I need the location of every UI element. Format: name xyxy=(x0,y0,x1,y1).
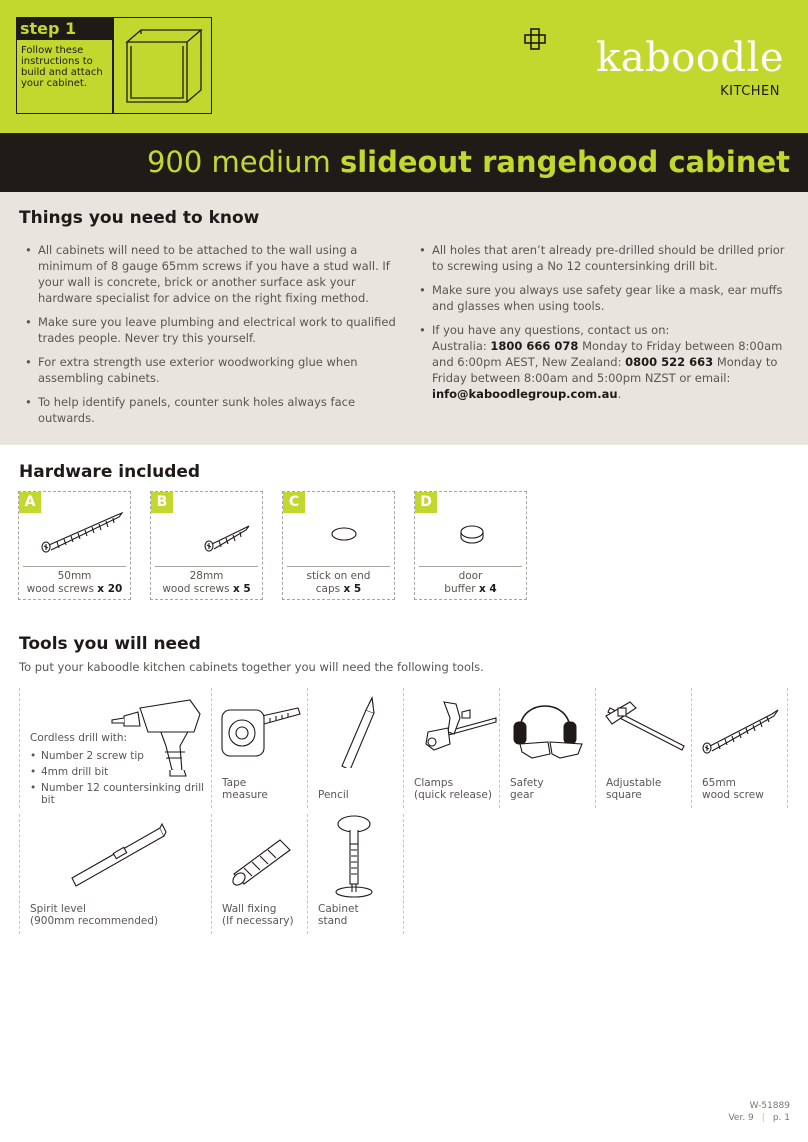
tool-name: Adjustable xyxy=(606,777,662,789)
hardware-caption xyxy=(151,570,262,596)
tool-caption xyxy=(222,777,268,801)
tool-cabinet-stand xyxy=(308,814,404,934)
tool-name: Clamps xyxy=(414,777,454,789)
hardware-size: door xyxy=(458,570,483,582)
tool-name-2: (900mm recommended) xyxy=(30,915,159,927)
nz-phone: 0800 522 663 xyxy=(625,355,714,369)
info-list-right xyxy=(413,242,793,410)
footer xyxy=(728,1100,790,1124)
contact-info xyxy=(413,322,793,402)
au-hours: Monday to Friday between 8:00am and 6:00pm AEST, New Zealand: xyxy=(432,339,783,369)
wood-screw-icon xyxy=(692,688,788,768)
hardware-qty: x 5 xyxy=(232,583,251,595)
step-instructions: Follow these instructions to build and attach your cabinet. xyxy=(21,45,103,89)
drill-requirements xyxy=(30,730,211,806)
hardware-size: 50mm xyxy=(57,570,92,582)
tool-drill xyxy=(19,688,212,808)
step-label: step 1 xyxy=(17,18,113,40)
hardware-item-b xyxy=(150,491,263,600)
contact-email[interactable]: info@kaboodlegroup.com.au xyxy=(432,387,618,401)
page-title xyxy=(147,143,790,181)
tool-caption xyxy=(510,777,544,801)
hardware-letter: D xyxy=(415,492,437,513)
tool-name: Wall fixing xyxy=(222,903,277,915)
logo-wordmark: kaboodle xyxy=(596,35,784,81)
tool-tape-measure xyxy=(212,688,308,808)
info-section xyxy=(0,192,808,445)
hardware-letter: A xyxy=(19,492,41,513)
square-icon xyxy=(596,688,692,768)
tool-caption xyxy=(414,777,492,801)
hardware-item-c xyxy=(282,491,395,600)
contact-intro: If you have any questions, contact us on: xyxy=(432,323,670,337)
nz-hours: Monday to Friday between 8:00am and 5:00pm NZST or email: xyxy=(432,355,778,385)
drill-item: • Number 2 screw tip xyxy=(30,750,211,762)
info-item: • To help identify panels, counter sunk holes always face outwards. xyxy=(19,394,404,426)
contact-end: . xyxy=(617,387,622,401)
divider xyxy=(419,566,522,567)
logo-plus-icon xyxy=(524,28,546,50)
tool-name-2: wood screw xyxy=(702,789,764,801)
hardware-size: stick on end xyxy=(306,570,371,582)
logo-subtitle: KITCHEN xyxy=(720,84,780,99)
au-phone: 1800 666 078 xyxy=(490,339,579,353)
info-heading: Things you need to know xyxy=(19,208,260,228)
tool-clamps xyxy=(404,688,500,808)
title-band xyxy=(0,133,808,192)
pencil-icon xyxy=(308,688,404,768)
safety-gear-icon xyxy=(500,688,596,768)
drill-item: • Number 12 countersinking drill bit xyxy=(30,782,211,806)
hardware-name: wood screws xyxy=(162,583,230,595)
tool-name: Safety xyxy=(510,777,544,789)
short-screw-icon xyxy=(169,504,259,560)
hardware-qty: x 5 xyxy=(343,583,362,595)
hardware-letter: C xyxy=(283,492,305,513)
tool-name: Spirit level xyxy=(30,903,86,915)
tool-name-2: Pencil xyxy=(318,789,349,801)
hardware-caption xyxy=(415,570,526,596)
hardware-name: buffer xyxy=(444,583,476,595)
step-divider xyxy=(112,18,114,113)
au-label: Australia: xyxy=(432,339,487,353)
title-size: 900 medium xyxy=(146,145,331,179)
tool-name-2: gear xyxy=(510,789,534,801)
divider xyxy=(23,566,126,567)
hardware-item-d xyxy=(414,491,527,600)
tool-caption xyxy=(702,777,764,801)
door-buffer-icon xyxy=(433,504,523,560)
drill-heading: Cordless drill with: xyxy=(30,732,128,744)
tool-name-2: (quick release) xyxy=(414,789,492,801)
tool-pencil xyxy=(308,688,404,808)
hardware-name: wood screws xyxy=(26,583,94,595)
tool-caption xyxy=(318,903,359,927)
drill-item: • 4mm drill bit xyxy=(30,766,211,778)
step-box xyxy=(16,17,212,114)
footer-divider: | xyxy=(761,1113,765,1123)
hardware-qty: x 4 xyxy=(478,583,497,595)
hardware-heading: Hardware included xyxy=(19,462,201,482)
long-screw-icon xyxy=(37,504,127,560)
tool-safety-gear xyxy=(500,688,596,808)
tool-name: Cabinet xyxy=(318,903,359,915)
hardware-item-a xyxy=(18,491,131,600)
tool-caption xyxy=(222,903,294,927)
tool-caption xyxy=(606,777,661,801)
tool-wall-fixing xyxy=(212,814,308,934)
tool-spirit-level xyxy=(19,814,212,934)
title-product: slideout rangehood cabinet xyxy=(339,145,790,179)
tools-heading: Tools you will need xyxy=(19,634,201,654)
hardware-caption xyxy=(19,570,130,596)
info-list-left xyxy=(19,242,404,434)
spirit-level-icon xyxy=(20,814,213,894)
info-item: • All cabinets will need to be attached to the wall using a minimum of 8 gauge 65mm screws if you have a stud wall. If your wall is concrete, brick or another surface ask your hardware specialist for advice on the right fixing method. xyxy=(19,242,404,306)
divider xyxy=(155,566,258,567)
document-code: W-51889 xyxy=(749,1101,790,1111)
cabinet-stand-icon xyxy=(308,814,404,914)
page-number: p. 1 xyxy=(772,1113,790,1123)
hardware-qty: x 20 xyxy=(97,583,123,595)
wall-plug-icon xyxy=(212,814,308,894)
tool-name-2: (If necessary) xyxy=(222,915,294,927)
end-cap-icon xyxy=(301,504,391,560)
version: Ver. 9 xyxy=(728,1113,754,1123)
tool-name: Tape xyxy=(222,777,247,789)
tool-name-2: stand xyxy=(318,915,348,927)
tool-caption xyxy=(318,777,349,801)
tool-caption xyxy=(30,903,158,927)
tool-name: 65mm xyxy=(702,777,736,789)
hardware-letter: B xyxy=(151,492,173,513)
kaboodle-logo xyxy=(514,26,784,106)
tool-name-2: square xyxy=(606,789,642,801)
divider xyxy=(287,566,390,567)
info-item: • Make sure you leave plumbing and electrical work to qualified trades people. Never try this yourself. xyxy=(19,314,404,346)
header-band xyxy=(0,0,808,133)
hardware-caption xyxy=(283,570,394,596)
info-item: • All holes that aren’t already pre-drilled should be drilled prior to screwing using a No 12 countersinking drill bit. xyxy=(413,242,793,274)
tool-wood-screw xyxy=(692,688,788,808)
tape-measure-icon xyxy=(212,688,308,768)
clamp-icon xyxy=(404,688,500,768)
tool-adjustable-square xyxy=(596,688,692,808)
hardware-size: 28mm xyxy=(189,570,224,582)
hardware-name: caps xyxy=(315,583,341,595)
version-line xyxy=(728,1112,790,1124)
info-item: • For extra strength use exterior woodworking glue when assembling cabinets. xyxy=(19,354,404,386)
tool-name-2: measure xyxy=(222,789,268,801)
cabinet-outline-icon xyxy=(121,24,207,108)
info-item: • Make sure you always use safety gear like a mask, ear muffs and glasses when using tools. xyxy=(413,282,793,314)
tools-subtitle: To put your kaboodle kitchen cabinets together you will need the following tools. xyxy=(19,660,484,674)
